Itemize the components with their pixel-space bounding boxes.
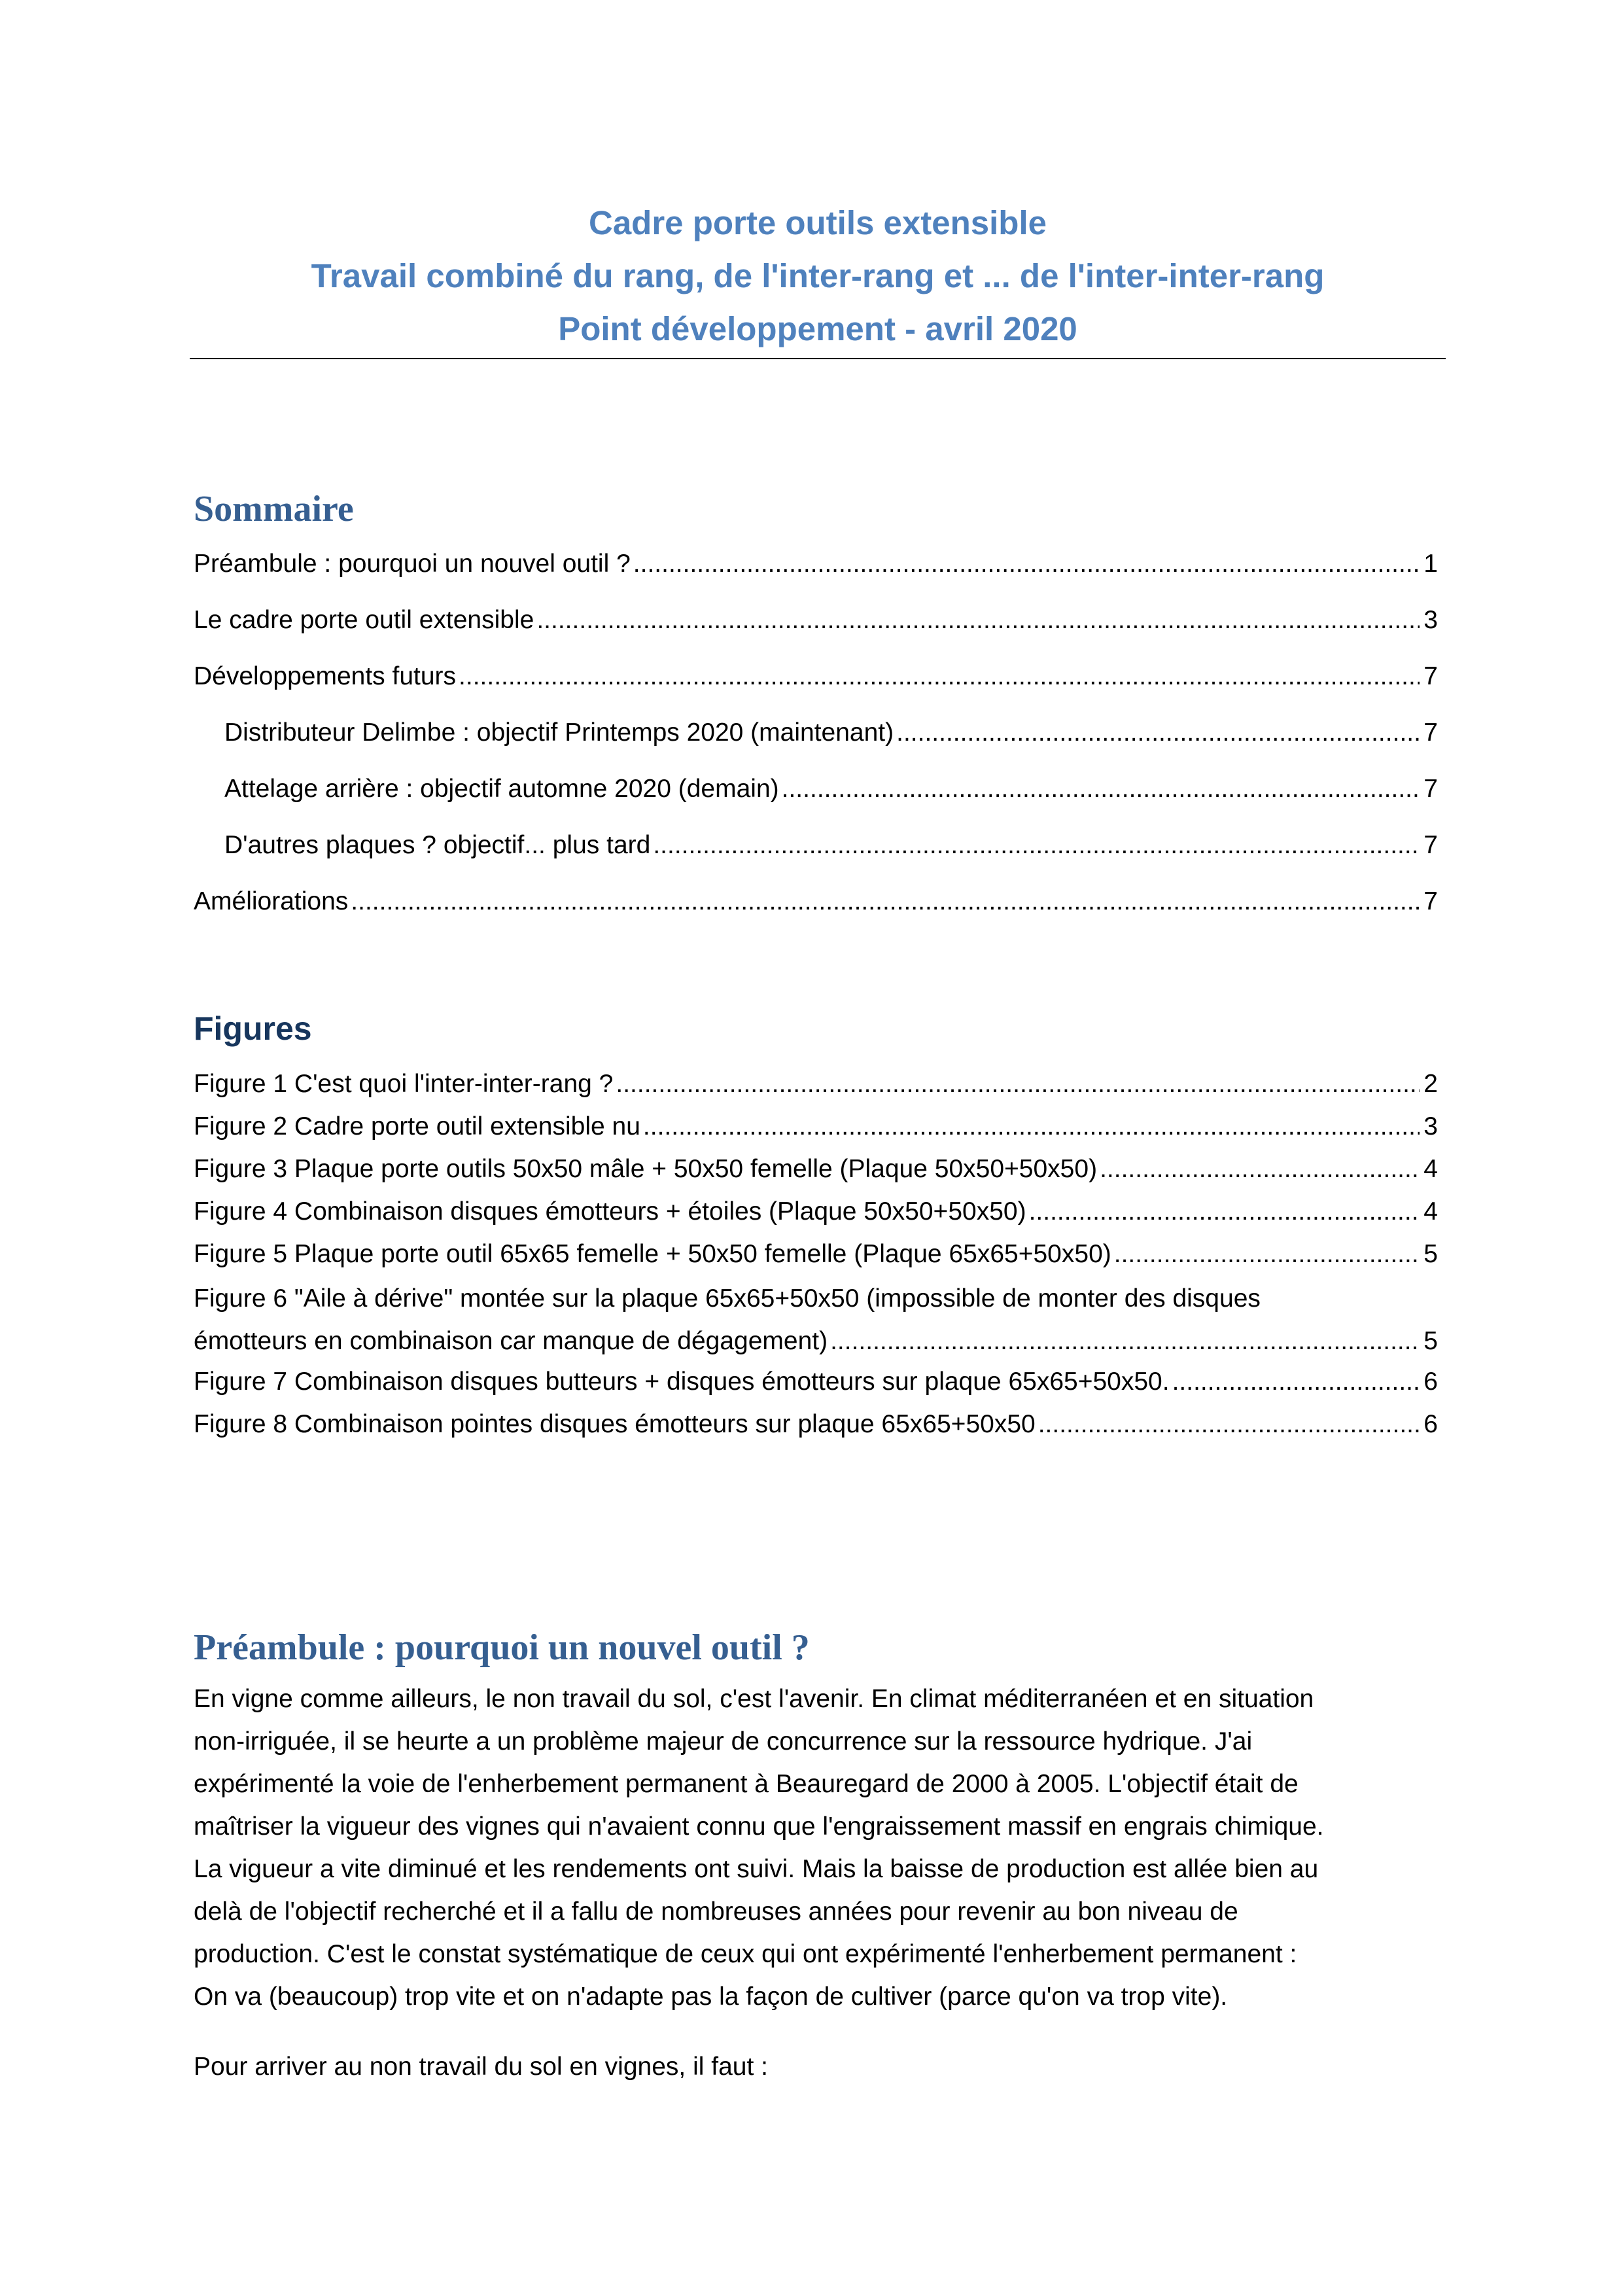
section-heading: Préambule : pourquoi un nouvel outil ?: [194, 1627, 810, 1668]
toc-entry[interactable]: [194, 883, 1438, 920]
paragraph-line: Pour arriver au non travail du sol en vignes, il faut :: [194, 2053, 768, 2081]
toc-subentry[interactable]: [224, 827, 1438, 864]
figure-entry[interactable]: [194, 1277, 1438, 1362]
toc-leader-dots: [896, 715, 1420, 751]
figure-entry-text: Figure 3 Plaque porte outils 50x50 mâle + 50x50 femelle (Plaque 50x50+50x50): [194, 1155, 1098, 1183]
title-divider: [190, 358, 1446, 359]
toc-leader-dots: [633, 546, 1420, 582]
toc-heading: Sommaire: [194, 489, 354, 529]
figure-entry-text: Figure 5 Plaque porte outil 65x65 femelle + 50x50 femelle (Plaque 65x65+50x50): [194, 1240, 1111, 1268]
toc-entry[interactable]: [194, 546, 1438, 582]
figure-entry[interactable]: [194, 1236, 1438, 1273]
toc-leader-dots: [782, 771, 1420, 807]
toc-entry-page: 3: [1423, 606, 1438, 634]
figure-entry[interactable]: [194, 1193, 1438, 1230]
figure-entry-page: 4: [1423, 1155, 1438, 1183]
figure-leader-dots: [1029, 1193, 1420, 1230]
figure-entry-page: 6: [1423, 1368, 1438, 1396]
figure-entry-page: 5: [1423, 1327, 1438, 1355]
figure-entry-page: 6: [1423, 1410, 1438, 1438]
title-line-2: Travail combiné du rang, de l'inter-rang et ... de l'inter-inter-rang: [311, 257, 1325, 294]
figure-leader-dots: [643, 1108, 1420, 1145]
toc-entry-text: Le cadre porte outil extensible: [194, 606, 534, 634]
figures-heading: Figures: [194, 1010, 312, 1047]
figure-entry-page: 3: [1423, 1112, 1438, 1140]
toc-entry-page: 7: [1423, 887, 1438, 915]
section-paragraph-1: [194, 1678, 1440, 2018]
figure-leader-dots: [1114, 1236, 1420, 1273]
figure-entry-text: Figure 2 Cadre porte outil extensible nu: [194, 1112, 640, 1140]
section-paragraph-2: [194, 2045, 1440, 2088]
toc-leader-dots: [653, 827, 1420, 864]
toc-leader-dots: [459, 658, 1420, 695]
toc-subentry[interactable]: [224, 771, 1438, 807]
figure-leader-dots: [1172, 1364, 1420, 1400]
figure-entry-page: 4: [1423, 1197, 1438, 1226]
figure-entry-line2: [194, 1320, 1438, 1362]
paragraph-line: La vigueur a vite diminué et les rendements ont suivi. Mais la baisse de production est allée bien au: [194, 1855, 1319, 1883]
toc-entry-page: 7: [1423, 775, 1438, 803]
figure-entry[interactable]: [194, 1066, 1438, 1103]
paragraph-line: expérimenté la voie de l'enherbement permanent à Beauregard de 2000 à 2005. L'objectif était de: [194, 1770, 1299, 1798]
figure-entry-text: Figure 4 Combinaison disques émotteurs + étoiles (Plaque 50x50+50x50): [194, 1197, 1026, 1226]
toc-entry-page: 7: [1423, 718, 1438, 747]
toc-entry[interactable]: [194, 602, 1438, 639]
document-title: [190, 196, 1446, 355]
figure-entry-page: 2: [1423, 1070, 1438, 1098]
figure-entry-text: Figure 7 Combinaison disques butteurs + disques émotteurs sur plaque 65x65+50x50.: [194, 1368, 1170, 1396]
figure-leader-dots: [1038, 1406, 1420, 1443]
figure-leader-dots: [830, 1320, 1420, 1362]
paragraph-line: On va (beaucoup) trop vite et on n'adapte pas la façon de cultiver (parce qu'on va trop vite).: [194, 1983, 1228, 2011]
toc-entry-text: D'autres plaques ? objectif... plus tard: [224, 831, 651, 859]
figure-entry-text-line2: émotteurs en combinaison car manque de dégagement): [194, 1327, 828, 1355]
title-line-3: Point développement - avril 2020: [558, 310, 1077, 347]
toc-entry-page: 7: [1423, 831, 1438, 859]
toc-entry-page: 1: [1423, 550, 1438, 578]
toc-leader-dots: [536, 602, 1420, 639]
figure-entry[interactable]: [194, 1108, 1438, 1145]
figure-entry-text: Figure 8 Combinaison pointes disques émotteurs sur plaque 65x65+50x50: [194, 1410, 1036, 1438]
figure-leader-dots: [616, 1066, 1420, 1103]
paragraph-line: delà de l'objectif recherché et il a fallu de nombreuses années pour revenir au bon niveau de: [194, 1898, 1238, 1926]
toc-entry[interactable]: [194, 658, 1438, 695]
paragraph-line: non-irriguée, il se heurte a un problème majeur de concurrence sur la ressource hydrique. J'ai: [194, 1727, 1253, 1756]
toc-leader-dots: [351, 883, 1420, 920]
toc-entry-text: Améliorations: [194, 887, 349, 915]
paragraph-line: production. C'est le constat systématique de ceux qui ont expérimenté l'enherbement permanent :: [194, 1940, 1297, 1968]
toc-entry-text: Développements futurs: [194, 662, 457, 690]
toc-entry-text: Attelage arrière : objectif automne 2020 (demain): [224, 775, 779, 803]
figure-entry[interactable]: [194, 1364, 1438, 1400]
toc-entry-text: Préambule : pourquoi un nouvel outil ?: [194, 550, 631, 578]
toc-entry-page: 7: [1423, 662, 1438, 690]
title-line-1: Cadre porte outils extensible: [588, 204, 1047, 241]
toc-subentry[interactable]: [224, 715, 1438, 751]
toc-entry-text: Distributeur Delimbe : objectif Printemps 2020 (maintenant): [224, 718, 894, 747]
figure-entry[interactable]: [194, 1406, 1438, 1443]
paragraph-line: En vigne comme ailleurs, le non travail du sol, c'est l'avenir. En climat méditerranéen et en situation: [194, 1685, 1314, 1713]
figure-entry[interactable]: [194, 1151, 1438, 1188]
figure-entry-text: Figure 1 C'est quoi l'inter-inter-rang ?: [194, 1070, 614, 1098]
figure-leader-dots: [1100, 1151, 1420, 1188]
paragraph-line: maîtriser la vigueur des vignes qui n'avaient connu que l'engraissement massif en engrais chimique.: [194, 1812, 1324, 1841]
figure-entry-text-line1: Figure 6 "Aile à dérive" montée sur la plaque 65x65+50x50 (impossible de monter des disques: [194, 1284, 1261, 1313]
figure-entry-page: 5: [1423, 1240, 1438, 1268]
